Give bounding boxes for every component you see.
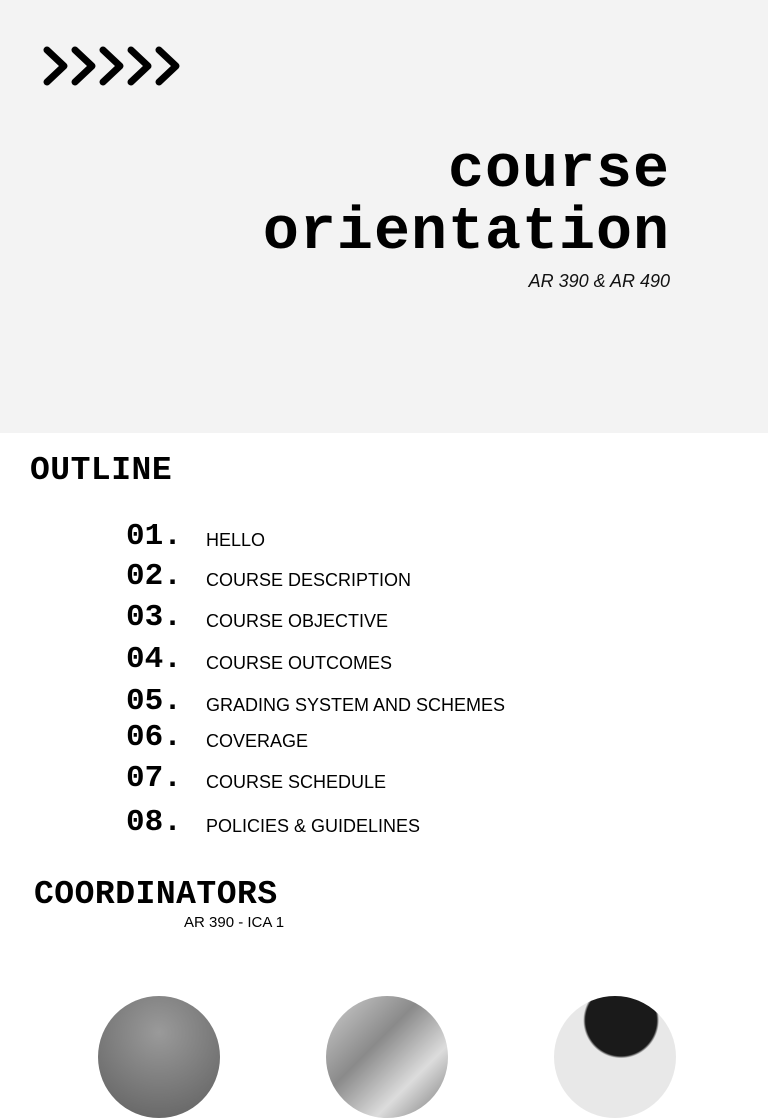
outline-number: 02.	[126, 559, 182, 594]
coordinators-heading: COORDINATORS	[34, 876, 278, 913]
outline-label: COVERAGE	[206, 731, 309, 751]
course-codes: AR 390 & AR 490	[528, 271, 670, 291]
outline-heading: OUTLINE	[30, 452, 173, 489]
outline-number: 08.	[126, 805, 182, 840]
outline-number: 01.	[126, 519, 182, 554]
coordinators-subtitle: AR 390 - ICA 1	[184, 914, 285, 931]
outline-label: HELLO	[206, 530, 266, 550]
outline-number: 07.	[126, 761, 182, 796]
coordinator-avatar-1	[98, 996, 220, 1118]
outline-label: GRADING SYSTEM AND SCHEMES	[206, 695, 506, 715]
outline-number: 03.	[126, 600, 182, 635]
outline-label: COURSE SCHEDULE	[206, 772, 387, 792]
chevrons-icon	[42, 42, 188, 90]
coordinator-avatar-2	[326, 996, 448, 1118]
hero-section	[0, 0, 768, 433]
outline-number: 06.	[126, 720, 182, 755]
outline-label: POLICIES & GUIDELINES	[206, 816, 421, 836]
title-line-2: orientation	[262, 199, 670, 267]
outline-label: COURSE OUTCOMES	[206, 653, 393, 673]
outline-number: 04.	[126, 642, 182, 677]
outline-label: COURSE OBJECTIVE	[206, 611, 389, 631]
outline-number: 05.	[126, 684, 182, 719]
page-title	[262, 137, 670, 267]
title-line-1: course	[447, 137, 670, 205]
outline-label: COURSE DESCRIPTION	[206, 570, 412, 590]
coordinator-avatar-3	[554, 996, 676, 1118]
